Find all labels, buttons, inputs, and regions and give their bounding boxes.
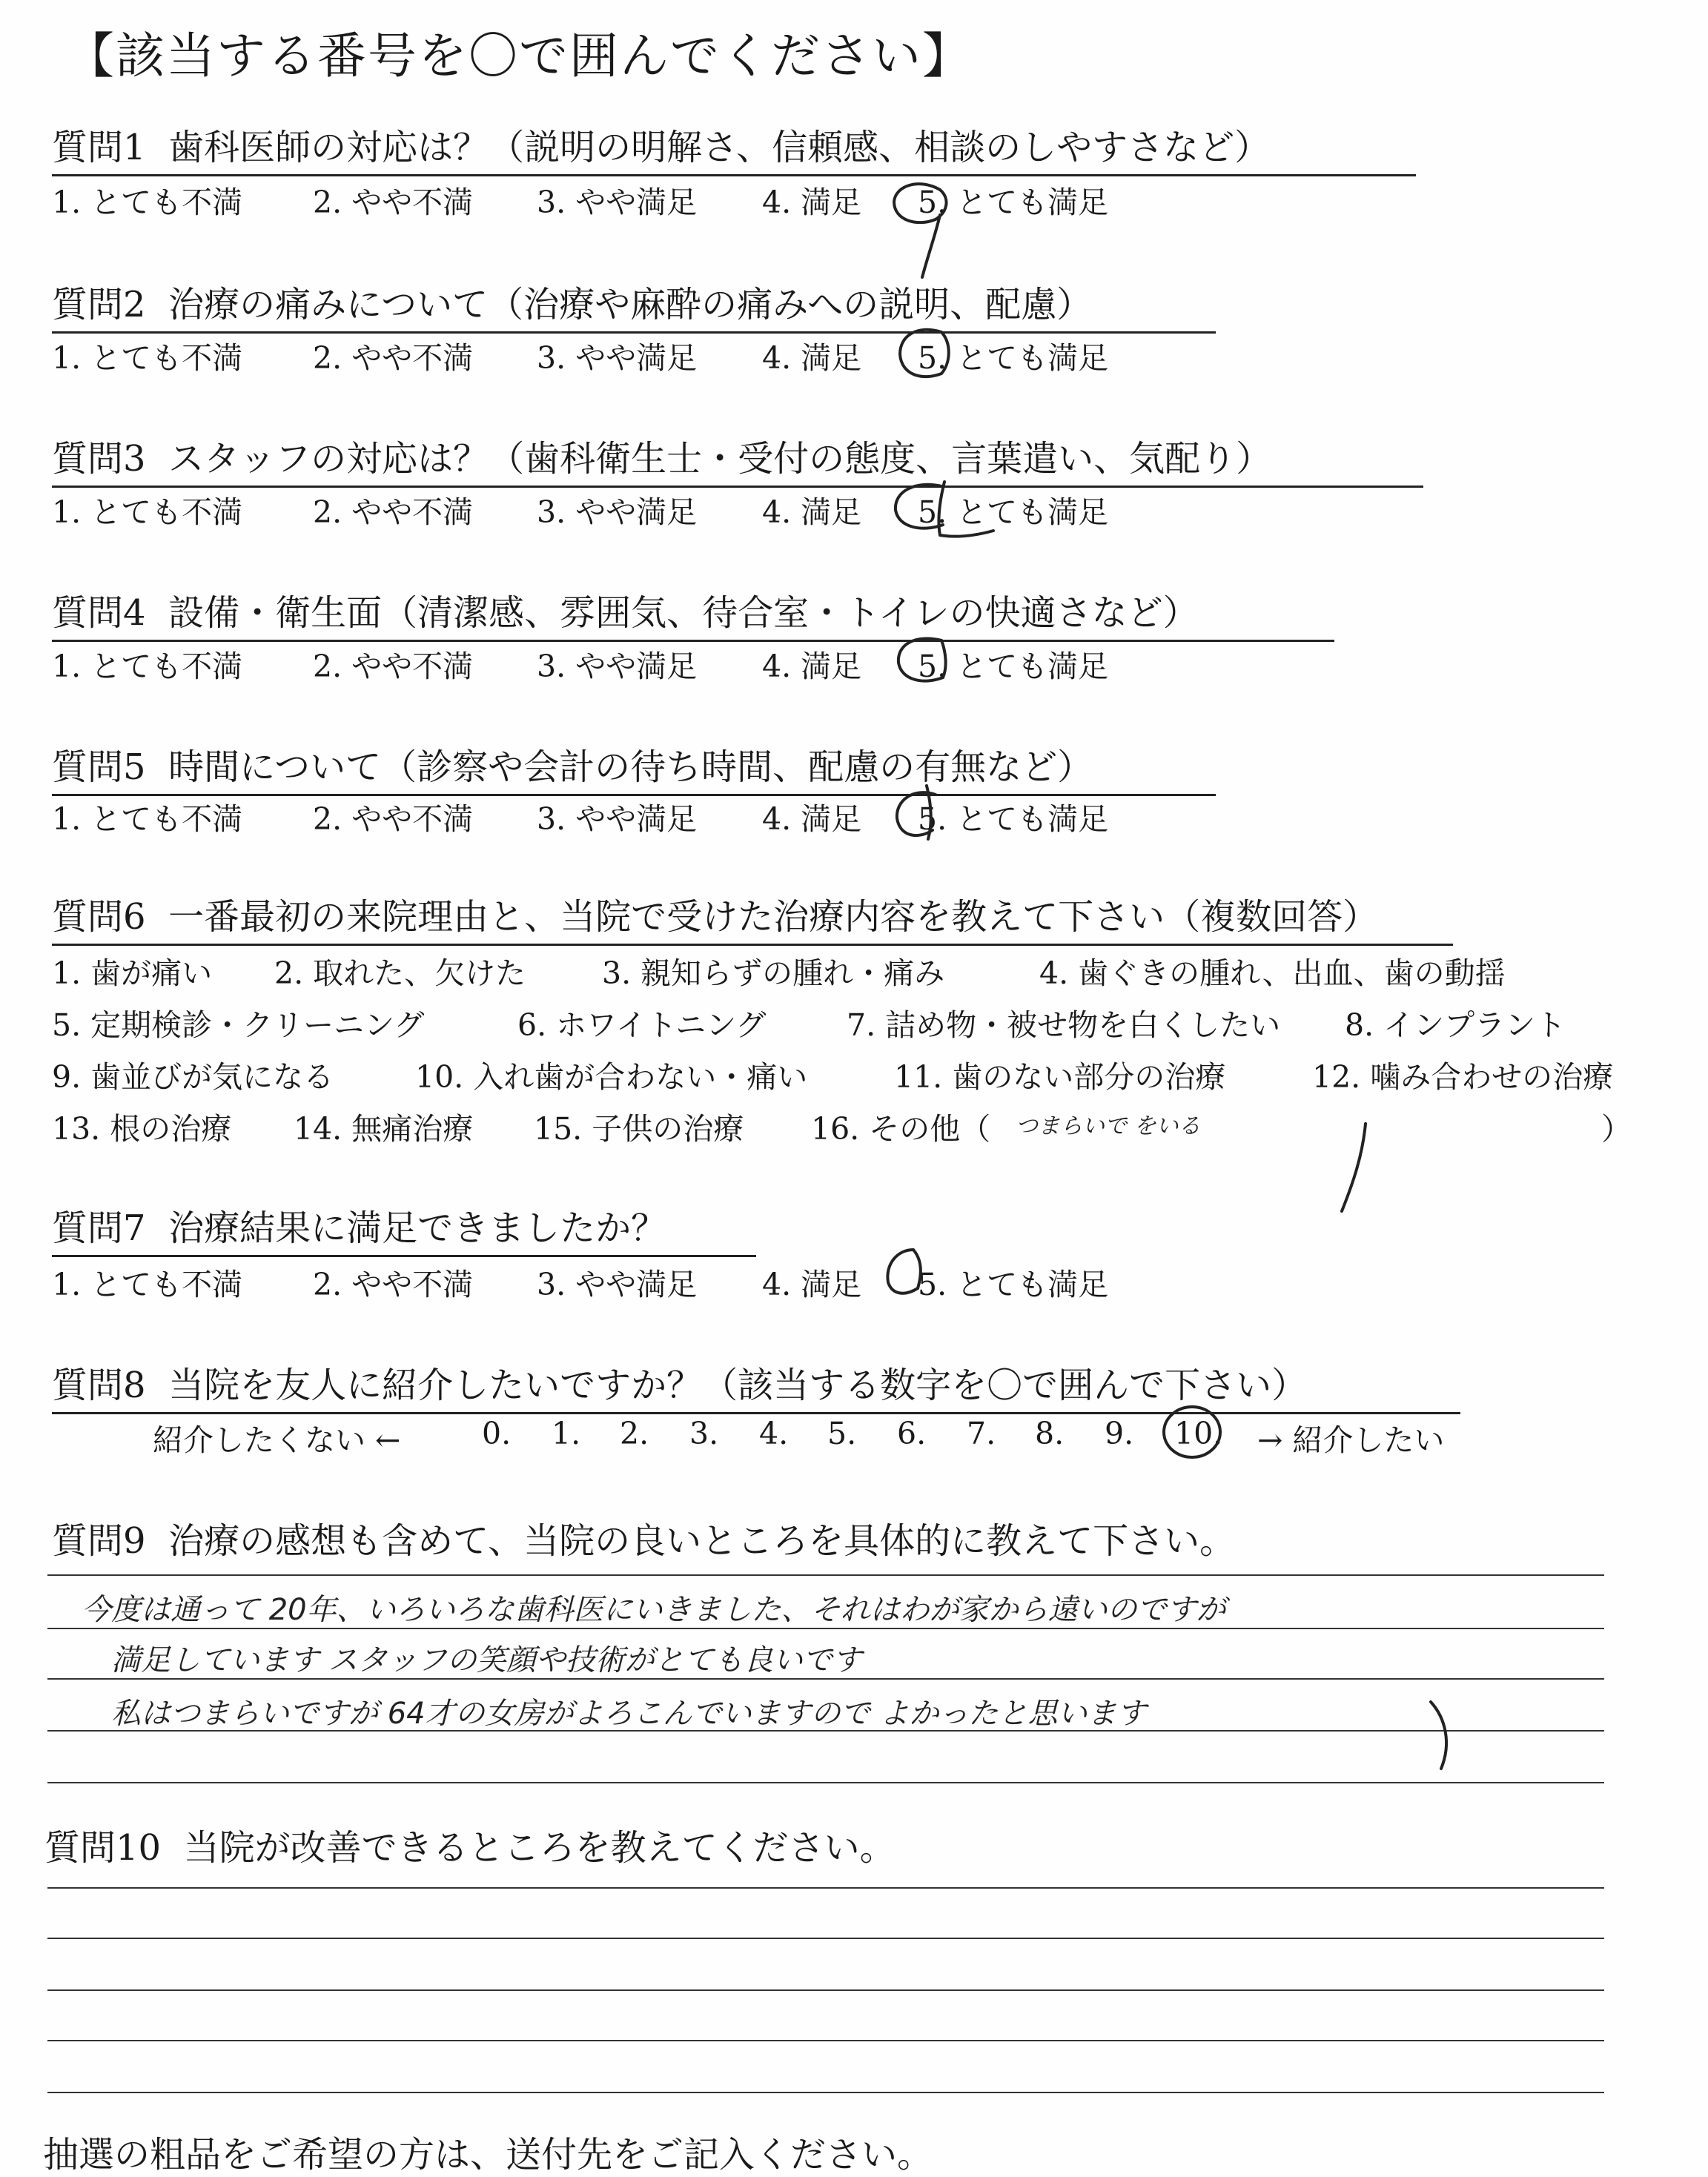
q6-other-close-mark: [1342, 1124, 1366, 1211]
q3-option-2[interactable]: 2. やや不満: [313, 494, 474, 530]
question-10-text: 当院が改善できるところを教えてください。: [183, 1827, 896, 1869]
question-2: [52, 276, 1216, 334]
q6-other-handwritten[interactable]: つまらいで をいる: [1016, 1113, 1201, 1139]
q7-circle-mark: [887, 1250, 921, 1293]
q8-right-label: → 紹介したい: [1257, 1422, 1445, 1458]
q8-scale-3[interactable]: 3.: [689, 1416, 719, 1451]
question-5: [52, 738, 1216, 796]
q6-option-13[interactable]: 13. 根の治療: [52, 1111, 232, 1147]
question-4: [52, 584, 1334, 642]
q6-option-6[interactable]: 6. ホワイトニング: [517, 1007, 767, 1043]
q10-line-2[interactable]: [47, 1938, 1604, 1939]
question-3-label: 質問3: [52, 438, 146, 480]
q6-option-3[interactable]: 3. 親知らずの腫れ・痛み: [602, 955, 945, 991]
q4-option-3[interactable]: 3. やや満足: [537, 649, 698, 684]
question-6: [52, 888, 1453, 946]
q2-option-4[interactable]: 4. 満足: [762, 340, 862, 376]
question-1: [52, 119, 1416, 176]
q2-option-5[interactable]: 5. とても満足: [918, 340, 1109, 376]
q6-option-10[interactable]: 10. 入れ歯が合わない・痛い: [415, 1059, 808, 1095]
question-5-label: 質問5: [52, 746, 146, 788]
q7-option-4[interactable]: 4. 満足: [762, 1267, 862, 1302]
q4-option-2[interactable]: 2. やや不満: [313, 649, 474, 684]
question-3-text: スタッフの対応は？（歯科衛生士・受付の態度、言葉遣い、気配り）: [168, 438, 1272, 480]
q6-option-9[interactable]: 9. 歯並びが気になる: [52, 1059, 334, 1095]
question-1-text: 歯科医師の対応は？（説明の明解さ、信頼感、相談のしやすさなど）: [168, 127, 1271, 168]
question-8-label: 質問8: [52, 1365, 146, 1406]
question-7-label: 質問7: [52, 1207, 146, 1249]
q8-scale-2[interactable]: 2.: [620, 1416, 649, 1451]
footer-cut-text: 抽選の粗品をご希望の方は、送付先をご記入ください。: [43, 2134, 933, 2176]
q10-line-1[interactable]: [47, 1887, 1604, 1889]
q6-option-2[interactable]: 2. 取れた、欠けた: [274, 955, 526, 991]
q6-option-15[interactable]: 15. 子供の治療: [534, 1111, 744, 1147]
q9-answer-line-3[interactable]: 私はつまらいですが 64才の女房がよろこんでいますので よかったと思います: [111, 1697, 1147, 1731]
q5-option-1[interactable]: 1. とても不満: [52, 801, 243, 837]
question-8: [52, 1356, 1460, 1414]
question-7: [52, 1199, 756, 1257]
question-8-text: 当院を友人に紹介したいですか？（該当する数字を〇で囲んで下さい）: [168, 1365, 1308, 1406]
q6-other-close: ）: [1601, 1111, 1632, 1147]
q1-option-2[interactable]: 2. やや不満: [313, 185, 474, 220]
q2-option-3[interactable]: 3. やや満足: [537, 340, 698, 376]
q3-option-4[interactable]: 4. 満足: [762, 494, 862, 530]
q9-line-1: [47, 1574, 1604, 1576]
q4-option-4[interactable]: 4. 満足: [762, 649, 862, 684]
q2-option-1[interactable]: 1. とても不満: [52, 340, 243, 376]
q9-answer-line-1[interactable]: 今度は通って 20年、いろいろな歯科医にいきました、それはわが家から遠いのですが: [82, 1593, 1226, 1627]
q6-option-11[interactable]: 11. 歯のない部分の治療: [894, 1059, 1226, 1095]
q5-option-5[interactable]: 5. とても満足: [918, 801, 1109, 837]
q9-line-5: [47, 1782, 1604, 1783]
q3-option-1[interactable]: 1. とても不満: [52, 494, 243, 530]
question-10-label: 質問10: [44, 1827, 162, 1869]
q8-left-label: 紹介したくない ←: [153, 1422, 401, 1458]
q6-option-1[interactable]: 1. 歯が痛い: [52, 955, 213, 991]
question-3: [52, 430, 1423, 488]
q5-option-3[interactable]: 3. やや満足: [537, 801, 698, 837]
question-6-text: 一番最初の来院理由と、当院で受けた治療内容を教えて下さい（複数回答）: [168, 896, 1379, 938]
q9-answer-line-2[interactable]: 満足しています スタッフの笑顔や技術がとても良いです: [111, 1643, 862, 1677]
q8-scale-7[interactable]: 7.: [967, 1416, 996, 1451]
q8-scale-4[interactable]: 4.: [759, 1416, 789, 1451]
question-4-label: 質問4: [52, 592, 146, 634]
q7-option-2[interactable]: 2. やや不満: [313, 1267, 474, 1302]
q7-option-3[interactable]: 3. やや満足: [537, 1267, 698, 1302]
q7-option-1[interactable]: 1. とても不満: [52, 1267, 243, 1302]
q8-scale-0[interactable]: 0.: [482, 1416, 512, 1451]
question-2-label: 質問2: [52, 284, 146, 325]
q6-option-8[interactable]: 8. インプラント: [1345, 1007, 1566, 1043]
q10-line-5[interactable]: [47, 2092, 1604, 2093]
q8-scale-10[interactable]: 10.: [1174, 1416, 1223, 1451]
q8-scale-8[interactable]: 8.: [1035, 1416, 1065, 1451]
q10-line-3[interactable]: [47, 1989, 1604, 1991]
q4-option-1[interactable]: 1. とても不満: [52, 649, 243, 684]
q1-option-4[interactable]: 4. 満足: [762, 185, 862, 220]
q3-option-5[interactable]: 5. とても満足: [918, 494, 1109, 530]
question-9-label: 質問9: [52, 1520, 146, 1562]
q8-scale-6[interactable]: 6.: [897, 1416, 927, 1451]
q1-option-1[interactable]: 1. とても不満: [52, 185, 243, 220]
q1-option-3[interactable]: 3. やや満足: [537, 185, 698, 220]
question-6-label: 質問6: [52, 896, 146, 938]
page-heading: 【該当する番号を〇で囲んでください】: [65, 27, 973, 85]
q4-option-5[interactable]: 5. とても満足: [918, 649, 1109, 684]
q8-scale-5[interactable]: 5.: [827, 1416, 857, 1451]
q3-option-3[interactable]: 3. やや満足: [537, 494, 698, 530]
question-7-text: 治療結果に満足できましたか？: [168, 1207, 667, 1249]
q7-option-5[interactable]: 5. とても満足: [918, 1267, 1109, 1302]
question-5-text: 時間について（診察や会計の待ち時間、配慮の有無など）: [168, 746, 1093, 788]
question-10: [44, 1819, 896, 1870]
q6-option-5[interactable]: 5. 定期検診・クリーニング: [52, 1007, 425, 1043]
q6-option-7[interactable]: 7. 詰め物・被せ物を白くしたい: [847, 1007, 1281, 1043]
question-1-label: 質問1: [52, 127, 146, 168]
q6-option-12[interactable]: 12. 噛み合わせの治療: [1312, 1059, 1614, 1095]
q1-option-5[interactable]: 5. とても満足: [918, 185, 1109, 220]
q6-option-14[interactable]: 14. 無痛治療: [294, 1111, 474, 1147]
question-9-text: 治療の感想も含めて、当院の良いところを具体的に教えて下さい。: [168, 1520, 1236, 1562]
q6-option-4[interactable]: 4. 歯ぐきの腫れ、出血、歯の動揺: [1039, 955, 1506, 991]
q8-scale-9[interactable]: 9.: [1105, 1416, 1134, 1451]
q9-end-mark: [1431, 1702, 1446, 1769]
question-9: [52, 1512, 1235, 1563]
q6-option-16[interactable]: 16. その他（: [811, 1111, 991, 1147]
question-4-text: 設備・衛生面（清潔感、雰囲気、待合室・トイレの快適さなど）: [168, 592, 1199, 634]
q10-line-4[interactable]: [47, 2040, 1604, 2041]
q5-option-2[interactable]: 2. やや不満: [313, 801, 474, 837]
question-2-text: 治療の痛みについて（治療や麻酔の痛みへの説明、配慮）: [168, 284, 1093, 325]
q5-option-4[interactable]: 4. 満足: [762, 801, 862, 837]
q8-scale-1[interactable]: 1.: [552, 1416, 581, 1451]
q2-option-2[interactable]: 2. やや不満: [313, 340, 474, 376]
